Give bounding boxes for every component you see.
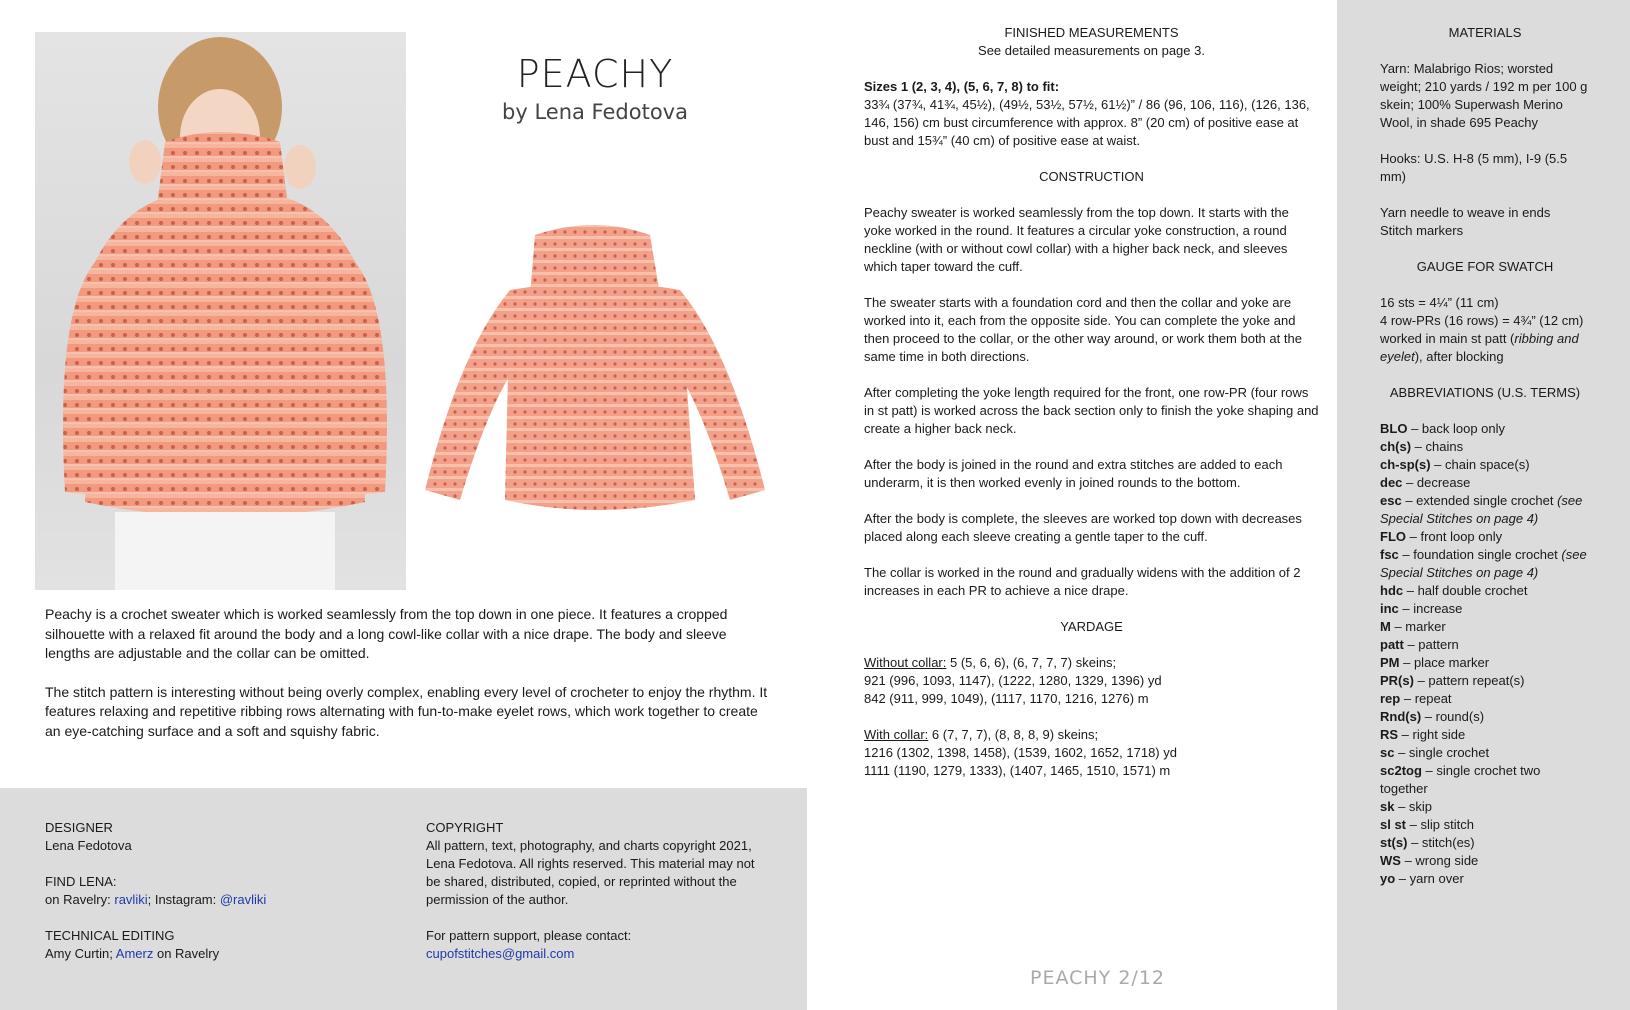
abbreviation-key: PM [1380,655,1400,670]
construction-heading: CONSTRUCTION [1039,169,1144,184]
abbreviation-item [1380,852,1590,870]
copyright-text: All pattern, text, photography, and charts copyright 2021, Lena Fedotova. All rights reserved. This material may not be shared, distributed, copied, or reprinted without the permission of the author. [426,838,755,907]
abbreviation-key: sc2tog [1380,763,1422,778]
abbreviation-item [1380,798,1590,816]
find-links [45,891,385,909]
ravelry-link[interactable]: ravliki [114,892,148,907]
abbreviation-key: sl st [1380,817,1407,832]
tech-editor-link[interactable]: Amerz [115,946,154,961]
materials-content [1380,24,1590,888]
abbreviation-item [1380,870,1590,888]
abbreviation-item [1380,528,1590,546]
abbreviation-key: BLO [1380,421,1408,436]
abbreviation-definition: – single crochet two together [1380,763,1541,796]
tech-editor-suffix: on Ravelry [153,946,220,961]
abbreviation-definition: – place marker [1399,655,1490,670]
abbreviation-key: patt [1380,637,1404,652]
instagram-link[interactable]: @ravliki [219,892,267,907]
intro-paragraph-2: The stitch pattern is interesting without being overly complex, enabling every level of crocheter to enjoy the rhythm. It features relaxing and repetitive ribbing rows alternating with fun-to-make eyelet rows, which work together to create an eye-catching surface and a soft and squishy fabric. [45,683,768,739]
with-collar-yd: 1216 (1302, 1398, 1458), (1539, 1602, 1652, 1718) yd [864,745,1177,760]
abbreviations-heading: ABBREVIATIONS (U.S. TERMS) [1389,385,1581,400]
measurements-heading: FINISHED MEASUREMENTS [1004,25,1179,40]
tech-editing-heading: TECHNICAL EDITING [45,928,175,943]
credits-left-column [45,819,385,963]
abbreviation-key: st(s) [1380,835,1408,850]
without-collar-yd: 921 (996, 1093, 1147), (1222, 1280, 1329, 1396) yd [864,673,1162,688]
gauge-line-3-pre: worked in main st patt ( [1380,331,1515,346]
gauge-heading: GAUGE FOR SWATCH [1416,259,1554,274]
abbreviation-key: WS [1380,853,1401,868]
construction-p4: After the body is joined in the round and extra stitches are added to each underarm, it is then worked evenly in joined rounds to the bottom. [864,457,1283,490]
measurements-subheading: See detailed measurements on page 3. [978,43,1205,58]
intro-paragraph-1: Peachy is a crochet sweater which is worked seamlessly from the top down in one piece. It features a cropped silhouette with a relaxed fit around the body and a long cowl-like collar with a nice drape. The body and sleeve lengths are adjustable and the collar can be omitted. [45,606,728,661]
without-collar-label: Without collar: [864,655,947,670]
abbreviation-key: ch-sp(s) [1380,457,1431,472]
abbreviation-note: (see Special Stitches on page 4) [1380,493,1583,526]
abbreviation-key: dec [1380,475,1403,490]
copyright-heading: COPYRIGHT [426,820,504,835]
abbreviation-item [1380,636,1590,654]
yardage-heading: YARDAGE [1060,619,1123,634]
abbreviation-item [1380,726,1590,744]
abbreviation-definition: – yarn over [1395,871,1464,886]
tech-editor-name: Amy Curtin; [45,946,116,961]
abbreviation-item [1380,708,1590,726]
abbreviation-definition: – skip [1394,799,1433,814]
find-heading: FIND LENA: [45,874,117,889]
instagram-prefix: ; Instagram: [147,892,220,907]
byline: by Lena Fedotova [502,100,688,124]
construction-p3: After completing the yoke length required for the front, one row-PR (four rows in st patt) is worked across the back section only to finish the yoke shaping and create a higher back neck. [864,385,1319,436]
abbreviation-item [1380,744,1590,762]
abbreviations-list [1380,420,1590,888]
abbreviation-definition: – chain space(s) [1430,457,1530,472]
abbreviation-definition: – back loop only [1407,421,1506,436]
abbreviation-item [1380,834,1590,852]
abbreviation-key: Rnd(s) [1380,709,1422,724]
abbreviation-definition: – right side [1398,727,1466,742]
construction-p2: The sweater starts with a foundation cord and then the collar and yoke are worked into it, each from the opposite side. You can complete the yoke and then proceed to the collar, or the other way around, or work them both at the same time in both directions. [864,295,1302,364]
abbreviation-item [1380,672,1590,690]
support-email-link[interactable]: cupofstitches@gmail.com [426,946,575,961]
abbreviation-key: ch(s) [1380,439,1412,454]
abbreviation-item [1380,654,1590,672]
sweater-flat-photo [420,200,770,540]
abbreviation-definition: – foundation single crochet [1398,547,1562,562]
abbreviation-item [1380,618,1590,636]
abbreviation-key: PR(s) [1380,673,1414,688]
abbreviation-key: hdc [1380,583,1404,598]
abbreviation-key: fsc [1380,547,1399,562]
construction-p5: After the body is complete, the sleeves are worked top down with decreases placed along each sleeve creating a gentle taper to the cuff. [864,511,1302,544]
abbreviation-item [1380,438,1590,456]
without-collar-skeins: 5 (5, 6, 6), (6, 7, 7, 7) skeins; [946,655,1117,670]
abbreviation-definition: – marker [1390,619,1446,634]
with-collar-label: With collar: [864,727,929,742]
with-collar-line [864,726,1319,744]
materials-heading: MATERIALS [1448,25,1522,40]
abbreviation-definition: – half double crochet [1403,583,1528,598]
abbreviation-item [1380,816,1590,834]
abbreviation-definition: – increase [1398,601,1463,616]
abbreviation-key: inc [1380,601,1399,616]
gauge-line-2: 4 row-PRs (16 rows) = 4¾” (12 cm) [1380,313,1584,328]
abbreviation-item [1380,600,1590,618]
abbreviation-definition: – single crochet [1394,745,1490,760]
credits-right-column [426,819,761,963]
materials-markers: Stitch markers [1380,223,1464,238]
abbreviation-key: FLO [1380,529,1406,544]
abbreviation-definition: – front loop only [1406,529,1503,544]
abbreviation-key: yo [1380,871,1396,886]
model-photo [35,32,406,590]
intro-text [45,605,775,760]
abbreviation-key: RS [1380,727,1399,742]
gauge-line-1: 16 sts = 4¼” (11 cm) [1380,295,1499,310]
abbreviation-item [1380,690,1590,708]
without-collar-m: 842 (911, 999, 1049), (1117, 1170, 1216, 1276) m [864,691,1149,706]
page-number: PEACHY 2/12 [1030,967,1165,989]
materials-hooks: Hooks: U.S. H-8 (5 mm), I-9 (5.5 mm) [1380,151,1568,184]
abbreviation-definition: – round(s) [1421,709,1485,724]
details-column [864,24,1319,780]
gauge-line-3 [1380,330,1590,366]
abbreviation-definition: – stitch(es) [1407,835,1475,850]
sweater-illustration [420,200,770,540]
abbreviation-key: sc [1380,745,1395,760]
credits-panel [0,788,807,1010]
abbreviation-note: (see Special Stitches on page 4) [1380,547,1587,580]
abbreviation-item [1380,492,1590,528]
abbreviation-definition: – extended single crochet [1401,493,1558,508]
without-collar-line [864,654,1319,672]
abbreviation-item [1380,582,1590,600]
abbreviation-key: esc [1380,493,1402,508]
abbreviation-item [1380,474,1590,492]
construction-p1: Peachy sweater is worked seamlessly from the top down. It starts with the yoke worked in the round. It features a circular yoke construction, a round neckline (with or without cowl collar) with a higher back neck, and sleeves which taper toward the cuff. [864,205,1289,274]
materials-yarn: Yarn: Malabrigo Rios; worsted weight; 210 yards / 192 m per 100 g skein; 100% Superwash Merino Wool, in shade 695 Peachy [1380,61,1588,130]
support-text: For pattern support, please contact: [426,928,632,943]
model-illustration [35,32,406,590]
title-block [470,52,720,124]
designer-heading: DESIGNER [45,820,113,835]
abbreviation-definition: – decrease [1402,475,1471,490]
sizes-text: 33¾ (37¾, 41¾, 45½), (49½, 53½, 57½, 61½)” / 86 (96, 106, 116), (126, 136, 146, 156) cm bust circumference with approx. 8” (20 cm) of positive ease at bust and 15¾” (40 cm) of positive ease at waist. [864,97,1310,148]
gauge-line-3-post: ), after blocking [1414,349,1504,364]
abbreviation-item [1380,456,1590,474]
abbreviation-key: M [1380,619,1391,634]
ravelry-prefix: on Ravelry: [45,892,115,907]
abbreviation-definition: – pattern repeat(s) [1413,673,1525,688]
with-collar-skeins: 6 (7, 7, 7), (8, 8, 8, 9) skeins; [928,727,1099,742]
tech-editor [45,945,385,963]
pattern-title: PEACHY [516,52,674,96]
abbreviation-item [1380,762,1590,798]
abbreviation-definition: – pattern [1403,637,1459,652]
designer-name: Lena Fedotova [45,838,132,853]
materials-needle: Yarn needle to weave in ends [1380,205,1551,220]
gauge-line-3-italic: ribbing and eyelet [1380,331,1579,364]
abbreviation-definition: – chains [1411,439,1464,454]
with-collar-m: 1111 (1190, 1279, 1333), (1407, 1465, 1510, 1571) m [864,763,1171,778]
sizes-label: Sizes 1 (2, 3, 4), (5, 6, 7, 8) to fit: [864,79,1060,94]
abbreviation-definition: – wrong side [1400,853,1479,868]
abbreviation-definition: – repeat [1400,691,1452,706]
abbreviation-key: sk [1380,799,1395,814]
abbreviation-key: rep [1380,691,1401,706]
abbreviation-item [1380,546,1590,582]
construction-p6: The collar is worked in the round and gradually widens with the addition of 2 increases in each PR to achieve a nice drape. [864,565,1301,598]
materials-panel [1337,0,1630,1010]
abbreviation-item [1380,420,1590,438]
abbreviation-definition: – slip stitch [1406,817,1474,832]
